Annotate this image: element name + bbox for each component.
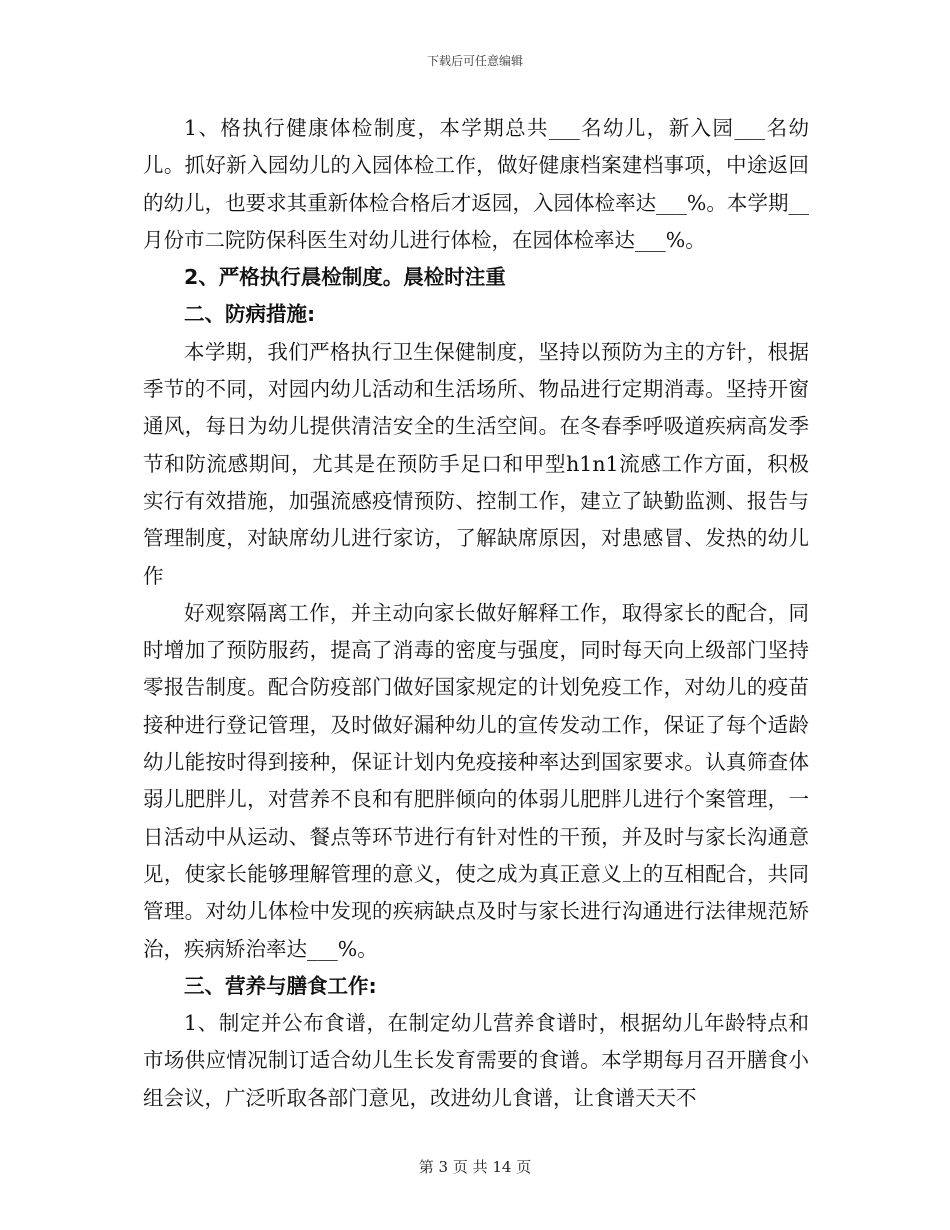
page-header-note: 下载后可任意编辑: [426, 54, 523, 68]
heading-morning-check: 2、严格执行晨检制度。晨检时注重: [184, 265, 506, 290]
heading-disease-prevention: 二、防病措施:: [184, 302, 316, 327]
document-body: [143, 110, 809, 1117]
paragraph-isolation-immunization: 好观察隔离工作，并主动向家长做好解释工作，取得家长的配合，同时增加了预防服药，提高了消毒的密度与强度，同时每天向上级部门坚持零报告制度。配合防疫部门做好国家规定的计划免疫工作，对幼儿的疫苗接种进行登记管理，及时做好漏种幼儿的宣传发动工作，保证了每个适龄幼儿能按时得到接种，保证计划内免疫接种率达到国家要求。认真筛查体弱儿肥胖儿，对营养不良和有肥胖倾向的体弱儿肥胖儿进行个案管理，一日活动中从运动、餐点等环节进行有针对性的干预，并及时与家长沟通意见，使家长能够理解管理的意义，使之成为真正意义上的互相配合，共同管理。对幼儿体检中发现的疾病缺点及时与家长进行沟通进行法律规范矫治，疾病矫治率达___%。: [143, 600, 809, 961]
paragraph-health-checkup: 1、格执行健康体检制度，本学期总共___名幼儿，新入园___名幼儿。抓好新入园幼儿的入园体检工作，做好健康档案建档事项，中途返回的幼儿，也要求其重新体检合格后才返园，入园体检率达___%。本学期__月份市二院防保科医生对幼儿进行体检，在园体检率达___%。: [143, 116, 809, 252]
heading-nutrition: 三、营养与膳食工作:: [184, 973, 377, 998]
paragraph-prevention-measures: 本学期，我们严格执行卫生保健制度，坚持以预防为主的方针，根据季节的不同，对园内幼儿活动和生活场所、物品进行定期消毒。坚持开窗通风，每日为幼儿提供清洁安全的生活空间。在冬春季呼吸道疾病高发季节和防流感期间，尤其是在预防手足口和甲型h1n1流感工作方面，积极实行有效措施，加强流感疫情预防、控制工作，建立了缺勤监测、报告与管理制度，对缺席幼儿进行家访，了解缺席原因，对患感冒、发热的幼儿作: [143, 339, 809, 588]
paragraph-recipes: 1、制定并公布食谱，在制定幼儿营养食谱时，根据幼儿年龄特点和市场供应情况制订适合幼儿生长发育需要的食谱。本学期每月召开膳食小组会议，广泛听取各部门意见，改进幼儿食谱，让食谱天天不: [143, 1011, 809, 1110]
page-number-footer: 第 3 页 共 14 页: [418, 1158, 532, 1176]
